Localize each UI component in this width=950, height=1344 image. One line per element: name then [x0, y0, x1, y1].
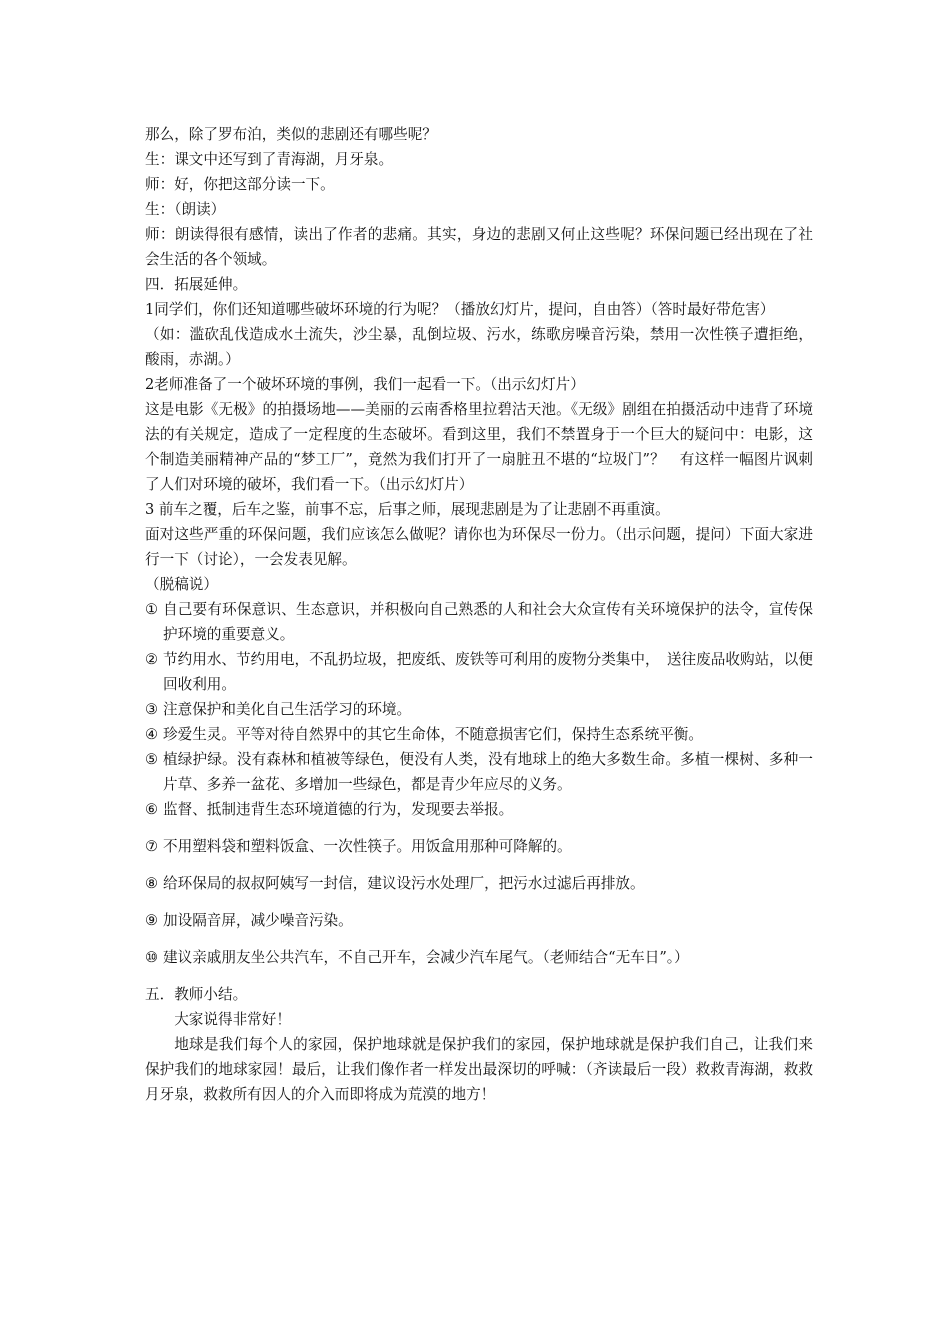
list-text: 建议亲戚朋友坐公共汽车，不自己开车，会减少汽车尾气。（老师结合“无车日”。）	[163, 949, 689, 966]
list-item	[145, 834, 813, 859]
text-line: 生：课文中还写到了青海湖，月牙泉。	[145, 151, 394, 168]
document-page	[145, 122, 813, 1107]
list-item	[145, 908, 813, 933]
list-item	[145, 945, 813, 970]
list-text: 不用塑料袋和塑料饭盒、一次性筷子。用饭盒用那种可降解的。	[163, 838, 572, 855]
list-text: 节约用水、节约用电，不乱扔垃圾，把废纸、废铁等可利用的废物分类集中， 送往废品收购站，以便回收利用。	[163, 651, 813, 693]
list-item	[145, 597, 813, 647]
text-line: 师：好，你把这部分读一下。	[145, 176, 335, 193]
list-text: 自己要有环保意识、生态意识，并积极向自己熟悉的人和社会大众宣传有关环境保护的法令，宣传保护环境的重要意义。	[163, 601, 813, 643]
list-number: ③	[145, 701, 159, 718]
list-number: ⑥	[145, 801, 159, 818]
list-item	[145, 647, 813, 697]
text-paragraph: 地球是我们每个人的家园，保护地球就是保护我们的家园，保护地球就是保护我们自己，让我们来保护我们的地球家园！最后，让我们像作者一样发出最深切的呼喊：（齐读最后一段）救救青海湖，救救月牙泉，救救所有因人的介入而即将成为荒漠的地方！	[145, 1036, 813, 1103]
section-heading: 四．拓展延伸。	[145, 276, 248, 293]
text-line: 生：（朗读）	[145, 201, 226, 218]
list-text: 监督、抵制违背生态环境道德的行为，发现要去举报。	[163, 801, 514, 818]
text-line: 3 前车之覆，后车之鉴，前事不忘，后事之师，展现悲剧是为了让悲剧不再重演。	[145, 501, 670, 518]
text-paragraph: 1同学们，你们还知道哪些破坏环境的行为呢？（播放幻灯片，提问，自由答）（答时最好带危害）	[145, 301, 775, 318]
list-number: ⑧	[145, 875, 159, 892]
list-number: ⑨	[145, 912, 159, 929]
text-line: （脱稿说）	[145, 576, 218, 593]
list-text: 注意保护和美化自己生活学习的环境。	[163, 701, 412, 718]
list-text: 加设隔音屏，减少噪音污染。	[163, 912, 353, 929]
list-text: 给环保局的叔叔阿姨写一封信，建议设污水处理厂，把污水过滤后再排放。	[163, 875, 645, 892]
section-heading: 五．教师小结。	[145, 986, 248, 1003]
list-number: ⑤	[145, 751, 159, 768]
text-paragraph: 师：朗读得很有感情，读出了作者的悲痛。其实，身边的悲剧又何止这些呢？环保问题已经出现在了社会生活的各个领域。	[145, 226, 813, 268]
list-item	[145, 747, 813, 797]
list-number: ②	[145, 651, 159, 668]
list-item	[145, 697, 813, 722]
list-number: ④	[145, 726, 159, 743]
text-paragraph: （如：滥砍乱伐造成水土流失，沙尘暴，乱倒垃圾、污水，练歌房噪音污染，禁用一次性筷子遭拒绝，酸雨，赤湖。）	[145, 326, 813, 368]
list-item	[145, 797, 813, 822]
text-paragraph: 面对这些严重的环保问题，我们应该怎么做呢？请你也为环保尽一份力。（出示问题，提问）下面大家进行一下（讨论），一会发表见解。	[145, 526, 813, 568]
text-line: 大家说得非常好！	[174, 1011, 291, 1028]
list-text: 珍爱生灵。平等对待自然界中的其它生命体，不随意损害它们，保持生态系统平衡。	[163, 726, 703, 743]
list-number: ⑩	[145, 949, 159, 966]
list-number: ①	[145, 601, 159, 618]
text-paragraph: 这是电影《无极》的拍摄场地——美丽的云南香格里拉碧沽天池。《无级》剧组在拍摄活动中违背了环境法的有关规定，造成了一定程度的生态破坏。看到这里，我们不禁置身于一个巨大的疑问中：电影，这个制造美丽精神产品的“梦工厂”，竟然为我们打开了一扇脏丑不堪的“垃圾门”？ 有这样一幅图片讽刺了人们对环境的破坏，我们看一下。（出示幻灯片）	[145, 401, 813, 493]
list-item	[145, 871, 813, 896]
list-item	[145, 722, 813, 747]
list-number: ⑦	[145, 838, 159, 855]
text-line: 那么，除了罗布泊，类似的悲剧还有哪些呢？	[145, 126, 437, 143]
text-line: 2老师准备了一个破坏环境的事例，我们一起看一下。（出示幻灯片）	[145, 376, 585, 393]
list-text: 植绿护绿。没有森林和植被等绿色，便没有人类，没有地球上的绝大多数生命。多植一棵树、多种一片草、多养一盆花、多增加一些绿色，都是青少年应尽的义务。	[163, 751, 813, 793]
